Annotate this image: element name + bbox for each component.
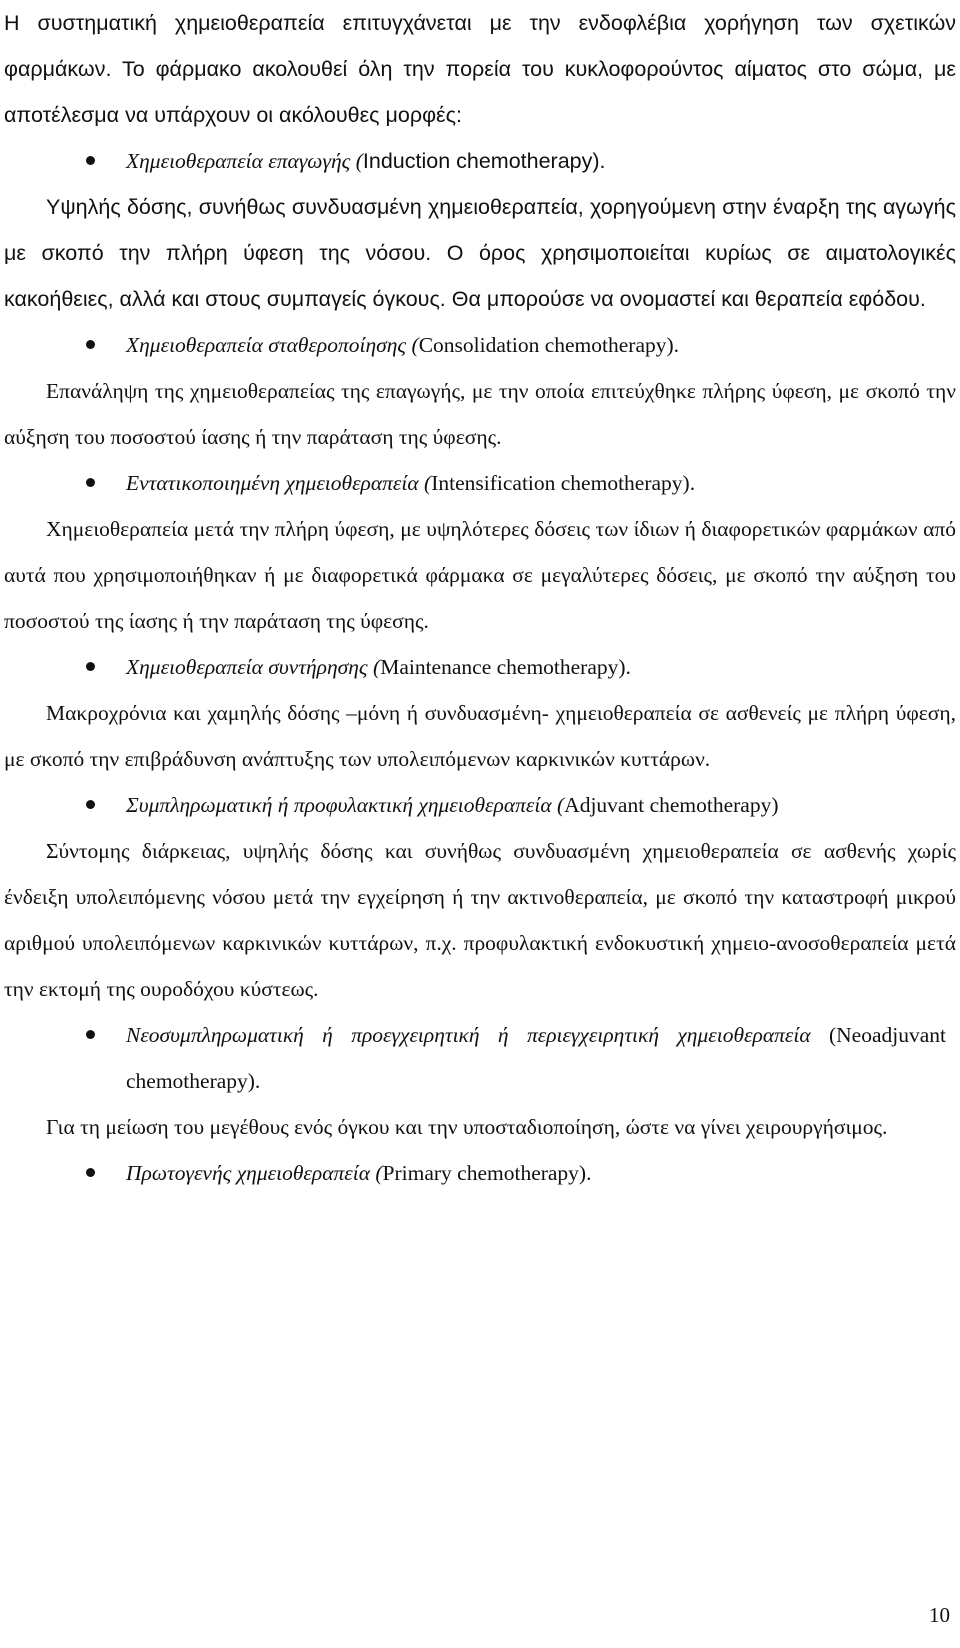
term-english: Intensification chemotherapy). <box>431 471 696 495</box>
list-item-neoadjuvant <box>0 1012 960 1104</box>
term-english: Induction chemotherapy). <box>362 149 606 173</box>
consolidation-description: Επανάληψη της χημειοθεραπείας της επαγωγής, με την οποία επιτεύχθηκε πλήρης ύφεση, με σκοπό την αύξηση του ποσοστού ίασης ή την παράταση της ύφεσης. <box>4 379 956 449</box>
bullet-dot <box>86 138 126 184</box>
term-english: Adjuvant chemotherapy) <box>564 793 779 817</box>
bullet-dot <box>86 322 126 368</box>
intro-paragraph: Η συστηματική χημειοθεραπεία επιτυγχάνεται με την ενδοφλέβια χορήγηση των σχετικών φαρμάκων. Το φάρμακο ακολουθεί όλη την πορεία του κυκλοφορούντος αίματος στο σώμα, με αποτέλεσμα να υπάρχουν οι ακόλουθες μορφές: <box>4 11 956 127</box>
term-english: Consolidation chemotherapy). <box>418 333 680 357</box>
term-english: Maintenance chemotherapy). <box>380 655 631 679</box>
adjuvant-description: Σύντομης διάρκειας, υψηλής δόσης και συνήθως συνδυασμένη χημειοθεραπεία σε ασθενής χωρίς ένδειξη υπολειπόμενης νόσου μετά την εγχείρηση ή την ακτινοθεραπεία, με σκοπό την καταστροφή μικρού αριθμού υπολειπόμενων καρκινικών κυττάρων, π.χ. προφυλακτική ενδοκυστική χημειο-ανοσοθεραπεία μετά την εκτομή της ουροδόχου κύστεως. <box>4 839 956 1001</box>
list-item-primary <box>0 1150 960 1196</box>
term-greek: Πρωτογενής χημειοθεραπεία ( <box>126 1161 383 1185</box>
term-english: Primary chemotherapy). <box>382 1161 592 1185</box>
bullet-dot <box>86 644 126 690</box>
term-greek: Χημειοθεραπεία επαγωγής ( <box>126 149 363 173</box>
term-greek: Χημειοθεραπεία συντήρησης ( <box>126 655 381 679</box>
list-item-induction <box>0 138 960 184</box>
bullet-dot <box>86 460 126 506</box>
bullet-dot <box>86 1150 126 1196</box>
term-english: (Neoadjuvant chemotherapy). <box>126 1023 946 1093</box>
list-item-intensification <box>0 460 960 506</box>
term-greek: Χημειοθεραπεία σταθεροποίησης ( <box>126 333 419 357</box>
intensification-description: Χημειοθεραπεία μετά την πλήρη ύφεση, με υψηλότερες δόσεις των ίδιων ή διαφορετικών φαρμάκων από αυτά που χρησιμοποιήθηκαν ή με διαφορετικά φάρμακα σε μεγαλύτερες δόσεις, με σκοπό την αύξηση του ποσοστού της ίασης ή την παράταση της ύφεσης. <box>4 517 956 633</box>
list-item-consolidation <box>0 322 960 368</box>
bullet-dot <box>86 782 126 828</box>
term-greek: Συμπληρωματική ή προφυλακτική χημειοθεραπεία ( <box>126 793 565 817</box>
neoadjuvant-description: Για τη μείωση του μεγέθους ενός όγκου και την υποσταδιοποίηση, ώστε να γίνει χειρουργήσιμος. <box>46 1115 888 1139</box>
bullet-dot <box>86 1012 126 1058</box>
page-number: 10 <box>929 1603 950 1627</box>
list-item-adjuvant <box>0 782 960 828</box>
induction-description: Υψηλής δόσης, συνήθως συνδυασμένη χημειοθεραπεία, χορηγούμενη στην έναρξη της αγωγής με σκοπό την πλήρη ύφεση της νόσου. Ο όρος χρησιμοποιείται κυρίως σε αιματολογικές κακοήθειες, αλλά και στους συμπαγείς όγκους. Θα μπορούσε να ονομαστεί και θεραπεία εφόδου. <box>4 195 956 311</box>
term-greek: Νεοσυμπληρωματική ή προεγχειρητική ή περιεγχειρητική χημειοθεραπεία <box>126 1023 811 1047</box>
list-item-maintenance <box>0 644 960 690</box>
term-greek: Εντατικοποιημένη χημειοθεραπεία ( <box>126 471 432 495</box>
maintenance-description: Μακροχρόνια και χαμηλής δόσης –μόνη ή συνδυασμένη- χημειοθεραπεία σε ασθενείς με πλήρη ύφεση, με σκοπό την επιβράδυνση ανάπτυξης των υπολειπόμενων καρκινικών κυττάρων. <box>4 701 956 771</box>
